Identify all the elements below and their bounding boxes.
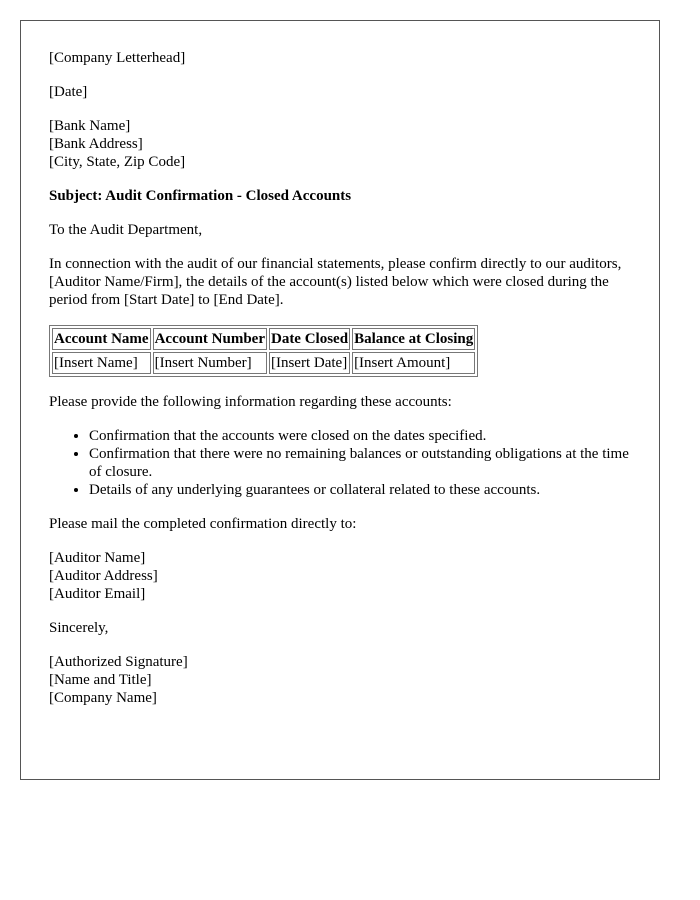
signer-name-title: [Name and Title]	[49, 672, 152, 688]
cell-account-number: [Insert Number]	[153, 352, 267, 374]
auditor-address: [Auditor Address]	[49, 568, 158, 584]
cell-date-closed: [Insert Date]	[269, 352, 350, 374]
mail-instruction: Please mail the completed confirmation directly to:	[49, 516, 357, 532]
signature-block	[49, 653, 631, 707]
table-row	[52, 352, 475, 374]
auditor-name: [Auditor Name]	[49, 550, 146, 566]
letter-container	[20, 20, 660, 780]
bank-address-block	[49, 117, 631, 171]
letter-date: [Date]	[49, 84, 88, 100]
letter-closing: Sincerely,	[49, 620, 109, 636]
request-intro: Please provide the following information regarding these accounts:	[49, 394, 452, 410]
letter-greeting: To the Audit Department,	[49, 222, 203, 238]
table-header-row	[52, 328, 475, 350]
cell-balance-at-closing: [Insert Amount]	[352, 352, 475, 374]
bank-city-state-zip: [City, State, Zip Code]	[49, 154, 186, 170]
request-list	[49, 427, 631, 499]
auditor-email: [Auditor Email]	[49, 586, 146, 602]
bank-address: [Bank Address]	[49, 136, 143, 152]
header-account-name: Account Name	[52, 328, 151, 350]
intro-paragraph: In connection with the audit of our financial statements, please confirm directly to our auditors, [Auditor Name/Firm], the details of the account(s) listed below which were closed during the period from [Start Date] to [End Date].	[49, 256, 622, 308]
list-item: • Details of any underlying guarantees or collateral related to these accounts.	[89, 481, 631, 499]
list-item: • Confirmation that the accounts were closed on the dates specified.	[89, 427, 631, 445]
authorized-signature: [Authorized Signature]	[49, 654, 188, 670]
auditor-address-block	[49, 549, 631, 603]
header-account-number: Account Number	[153, 328, 267, 350]
header-balance-at-closing: Balance at Closing	[352, 328, 475, 350]
bank-name: [Bank Name]	[49, 118, 131, 134]
closed-accounts-table	[49, 325, 478, 377]
signer-company: [Company Name]	[49, 690, 157, 706]
letter-subject: Subject: Audit Confirmation - Closed Accounts	[49, 188, 352, 204]
company-letterhead: [Company Letterhead]	[49, 50, 186, 66]
cell-account-name: [Insert Name]	[52, 352, 151, 374]
list-item: • Confirmation that there were no remaining balances or outstanding obligations at the time of closure.	[89, 445, 631, 481]
header-date-closed: Date Closed	[269, 328, 350, 350]
